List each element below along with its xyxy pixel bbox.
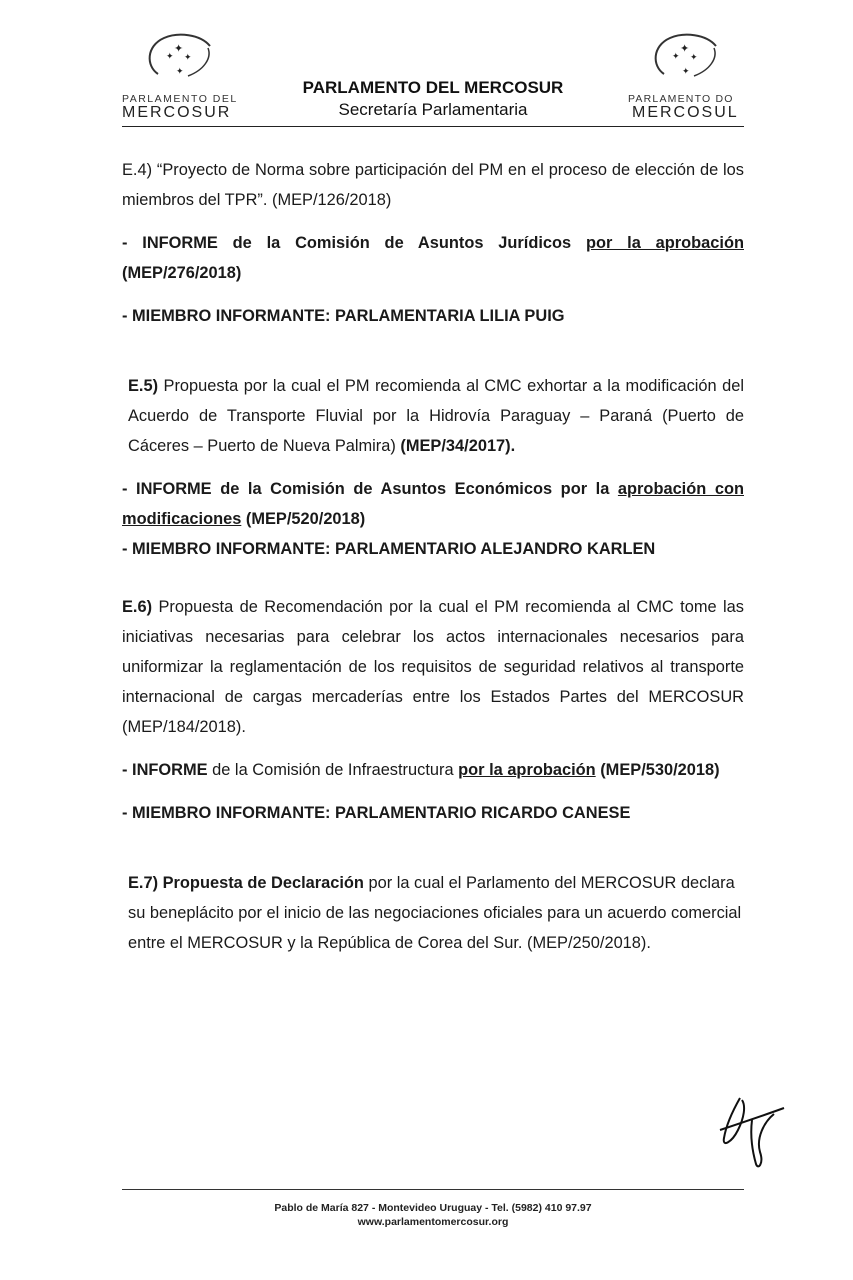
svg-text:✦: ✦ (690, 53, 698, 63)
item-e4-miembro: - MIEMBRO INFORMANTE: PARLAMENTARIA LILIA PUIG (122, 307, 565, 325)
logo-right-line1: PARLAMENTO DO (628, 93, 734, 105)
item-e4-informe-prefix: - INFORME de la Comisión de Asuntos Jurídicos (122, 234, 586, 252)
logo-parlamento-do-mercosul (624, 28, 754, 123)
svg-text:✦: ✦ (174, 42, 184, 55)
header-title: PARLAMENTO DEL MERCOSUR (302, 78, 564, 97)
item-e5-informe-underline: aprobación con modificaciones (122, 480, 744, 528)
item-e6-label: E.6) (122, 598, 153, 616)
item-e4-informe (122, 228, 744, 288)
item-e5-miembro: - MIEMBRO INFORMANTE: PARLAMENTARIO ALEJANDRO KARLEN (122, 540, 656, 558)
item-e4-informe-underline: por la aprobación (585, 234, 744, 252)
item-e5-informe-prefix: - INFORME de la Comisión de Asuntos Económicos por la (122, 480, 618, 498)
svg-text:✦: ✦ (672, 52, 680, 62)
item-e6-text (122, 592, 744, 742)
item-e6-informe (122, 755, 744, 785)
handwritten-signature-icon (712, 1090, 792, 1170)
item-e5-informe-suffix: (MEP/520/2018) (241, 510, 366, 528)
footer-website: www.parlamentomercosur.org (357, 1216, 509, 1228)
svg-text:✦: ✦ (176, 67, 184, 77)
item-e5-label: E.5) (128, 377, 159, 395)
item-e7-body: por la cual el Parlamento del MERCOSUR declara su beneplácito por el inicio de las negociaciones oficiales para un acuerdo comercial entre el MERCOSUR y la República de Corea del Sur. (MEP/250/2018). (128, 874, 742, 952)
item-e6-miembro: - MIEMBRO INFORMANTE: PARLAMENTARIO RICARDO CANESE (122, 804, 631, 822)
logo-left-line1: PARLAMENTO DEL (122, 93, 238, 105)
item-e7-label: E.7) Propuesta de Declaración (128, 874, 364, 892)
item-e5-informe (122, 474, 744, 534)
item-e5-ref: (MEP/34/2017). (400, 437, 516, 455)
item-e6-informe-mid: de la Comisión de Infraestructura (207, 761, 459, 779)
svg-text:✦: ✦ (166, 52, 174, 62)
footer-divider (122, 1189, 744, 1190)
header-divider (122, 126, 744, 127)
logo-parlamento-del-mercosur (118, 28, 248, 123)
logo-left-line2: MERCOSUR (122, 104, 232, 121)
svg-text:✦: ✦ (680, 42, 690, 55)
svg-text:✦: ✦ (184, 53, 192, 63)
item-e5-body: Propuesta por la cual el PM recomienda al CMC exhortar a la modificación del Acuerdo de Transporte Fluvial por la Hidrovía Paraguay – Paraná (Puerto de Cáceres – Puerto de Nueva Palmira) (128, 377, 744, 455)
item-e5-text (122, 371, 744, 461)
stars-emblem-icon (138, 28, 228, 90)
header-subtitle: Secretaría Parlamentaria (338, 100, 528, 119)
item-e7-text (122, 868, 744, 958)
item-e4-informe-suffix: (MEP/276/2018) (122, 264, 242, 282)
item-e6-informe-bold: INFORME (132, 761, 208, 779)
item-e6-informe-underline: por la aprobación (458, 761, 596, 779)
stars-emblem-icon (644, 28, 734, 90)
document-body (122, 155, 744, 958)
logo-right-line2: MERCOSUL (632, 104, 739, 121)
item-e6-informe-dash: - (122, 761, 133, 779)
svg-text:✦: ✦ (682, 67, 690, 77)
item-e6-body: Propuesta de Recomendación por la cual el PM recomienda al CMC tome las iniciativas necesarias para celebrar los actos internacionales necesarios para uniformizar la reglamentación de los requisitos de seguridad relativos al transporte internacional de cargas mercaderías entre los Estados Partes del MERCOSUR (MEP/184/2018). (122, 598, 744, 736)
item-e4-text: E.4) “Proyecto de Norma sobre participación del PM en el proceso de elección de los miembros del TPR”. (MEP/126/2018) (122, 161, 744, 209)
item-e6-informe-ref: (MEP/530/2018) (595, 761, 720, 779)
footer-address: Pablo de María 827 - Montevideo Uruguay - Tel. (5982) 410 97.97 (274, 1202, 592, 1214)
